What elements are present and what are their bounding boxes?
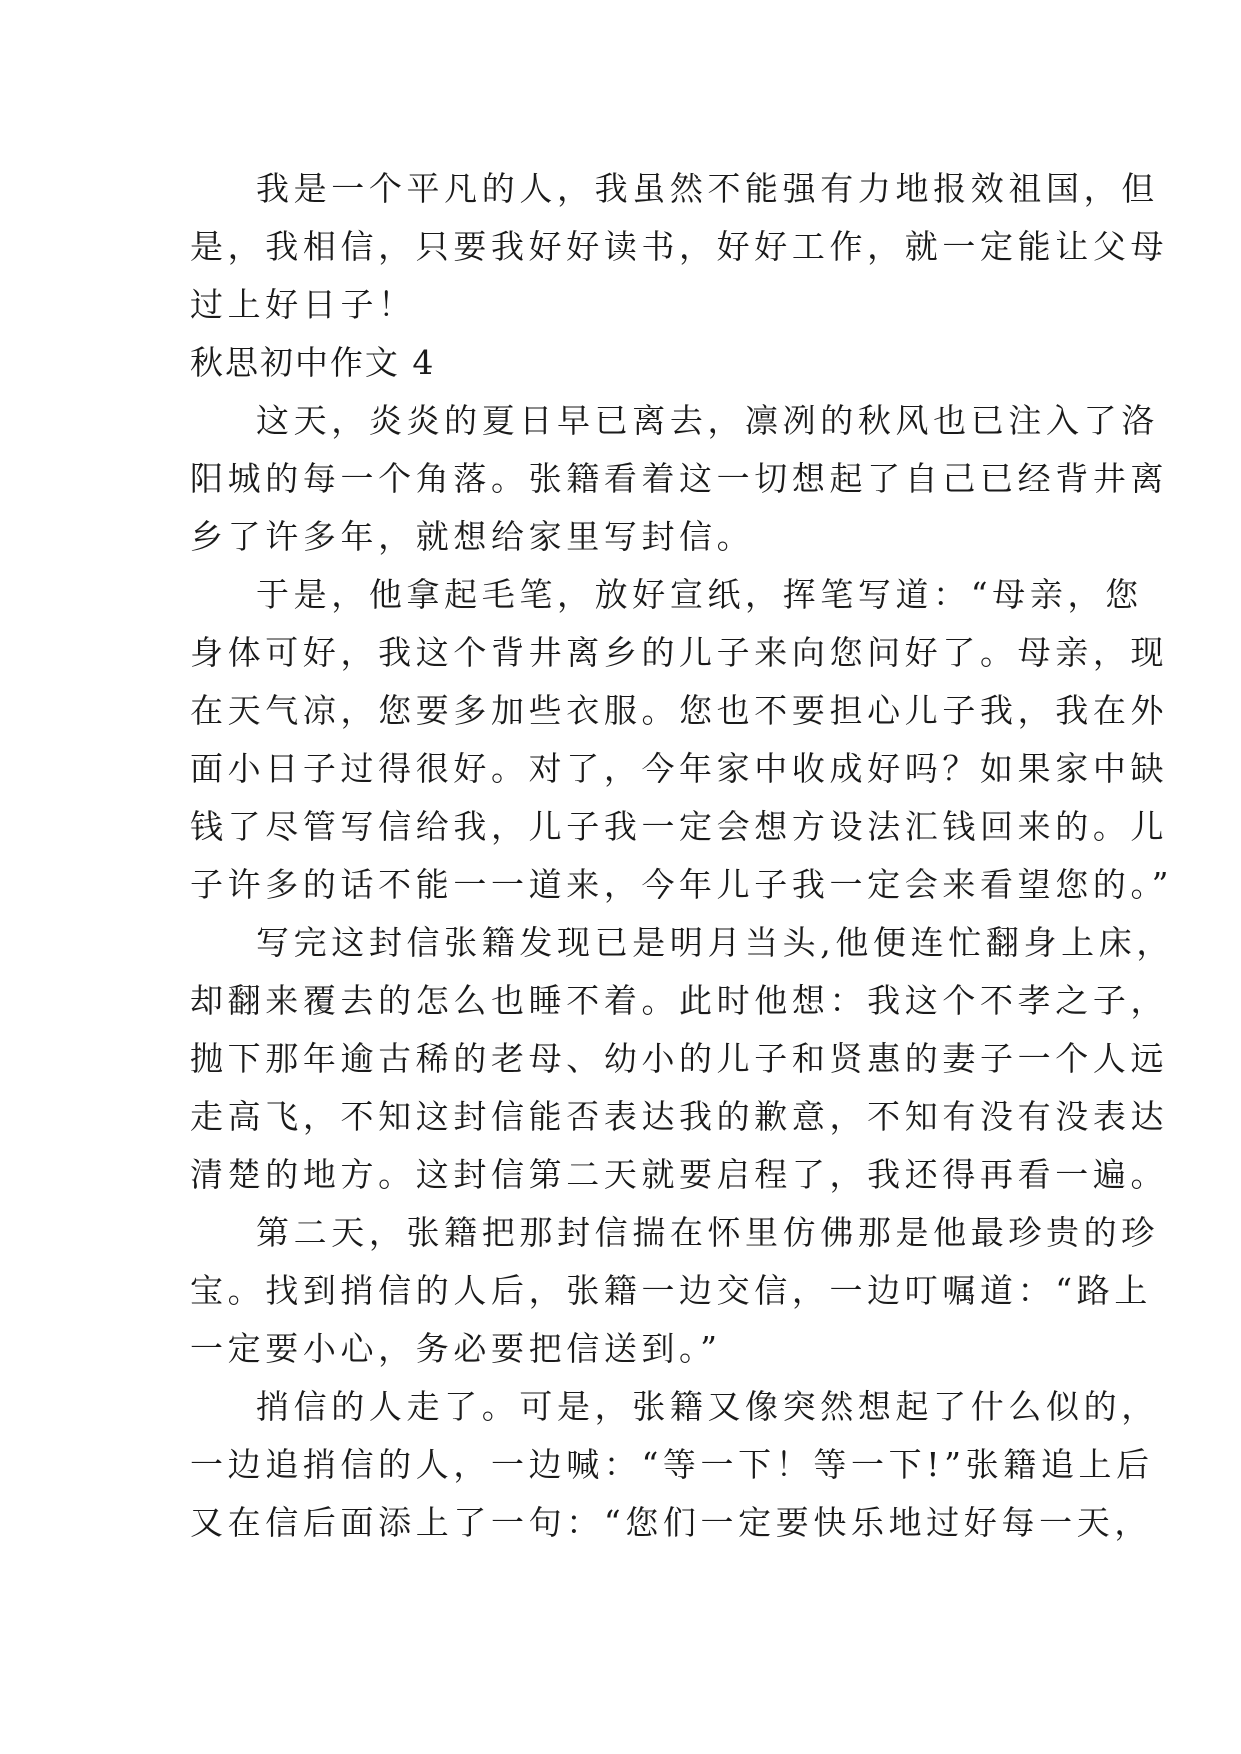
- text-line: 阳城的每一个角落。张籍看着这一切想起了自己已经背井离: [190, 459, 1169, 498]
- text-line: 钱了尽管写信给我，儿子我一定会想方设法汇钱回来的。儿: [190, 807, 1169, 846]
- text-line: 捎信的人走了。可是，张籍又像突然想起了什么似的，: [256, 1387, 1159, 1426]
- text-line: 过上好日子！: [190, 285, 416, 324]
- document-body: [190, 160, 1174, 1552]
- text-line: 在天气凉，您要多加些衣服。您也不要担心儿子我，我在外: [190, 691, 1169, 730]
- text-line: 我是一个平凡的人，我虽然不能强有力地报效祖国，但: [256, 169, 1159, 208]
- text-line: 宝。找到捎信的人后，张籍一边交信，一边叮嘱道：“路上: [190, 1271, 1152, 1310]
- text-line: 身体可好，我这个背井离乡的儿子来向您问好了。母亲，现: [190, 633, 1169, 672]
- text-line: 是，我相信，只要我好好读书，好好工作，就一定能让父母: [190, 227, 1169, 266]
- text-line: 这天，炎炎的夏日早已离去，凛冽的秋风也已注入了洛: [256, 401, 1159, 440]
- section-heading: 秋思初中作文 4: [190, 343, 436, 382]
- text-line: 面小日子过得很好。对了，今年家中收成好吗？如果家中缺: [190, 749, 1169, 788]
- text-line: 于是，他拿起毛笔，放好宣纸，挥笔写道：“母亲，您: [256, 575, 1143, 614]
- text-line: 乡了许多年，就想给家里写封信。: [190, 517, 755, 556]
- text-line: 抛下那年逾古稀的老母、幼小的儿子和贤惠的妻子一个人远: [190, 1039, 1169, 1078]
- text-line: 又在信后面添上了一句：“您们一定要快乐地过好每一天，: [190, 1503, 1152, 1542]
- text-line: 一定要小心，务必要把信送到。”: [190, 1329, 722, 1368]
- text-line: 清楚的地方。这封信第二天就要启程了，我还得再看一遍。: [190, 1155, 1169, 1194]
- text-line: 子许多的话不能一一道来，今年儿子我一定会来看望您的。”: [190, 865, 1174, 904]
- text-line: 却翻来覆去的怎么也睡不着。此时他想：我这个不孝之子，: [190, 981, 1169, 1020]
- text-line: 写完这封信张籍发现已是明月当头,他便连忙翻身上床，: [256, 923, 1174, 962]
- text-line: 走高飞，不知这封信能否表达我的歉意，不知有没有没表达: [190, 1097, 1169, 1136]
- text-line: 一边追捎信的人，一边喊：“等一下！等一下!”张籍追上后: [190, 1445, 1154, 1484]
- text-line: 第二天，张籍把那封信揣在怀里仿佛那是他最珍贵的珍: [256, 1213, 1159, 1252]
